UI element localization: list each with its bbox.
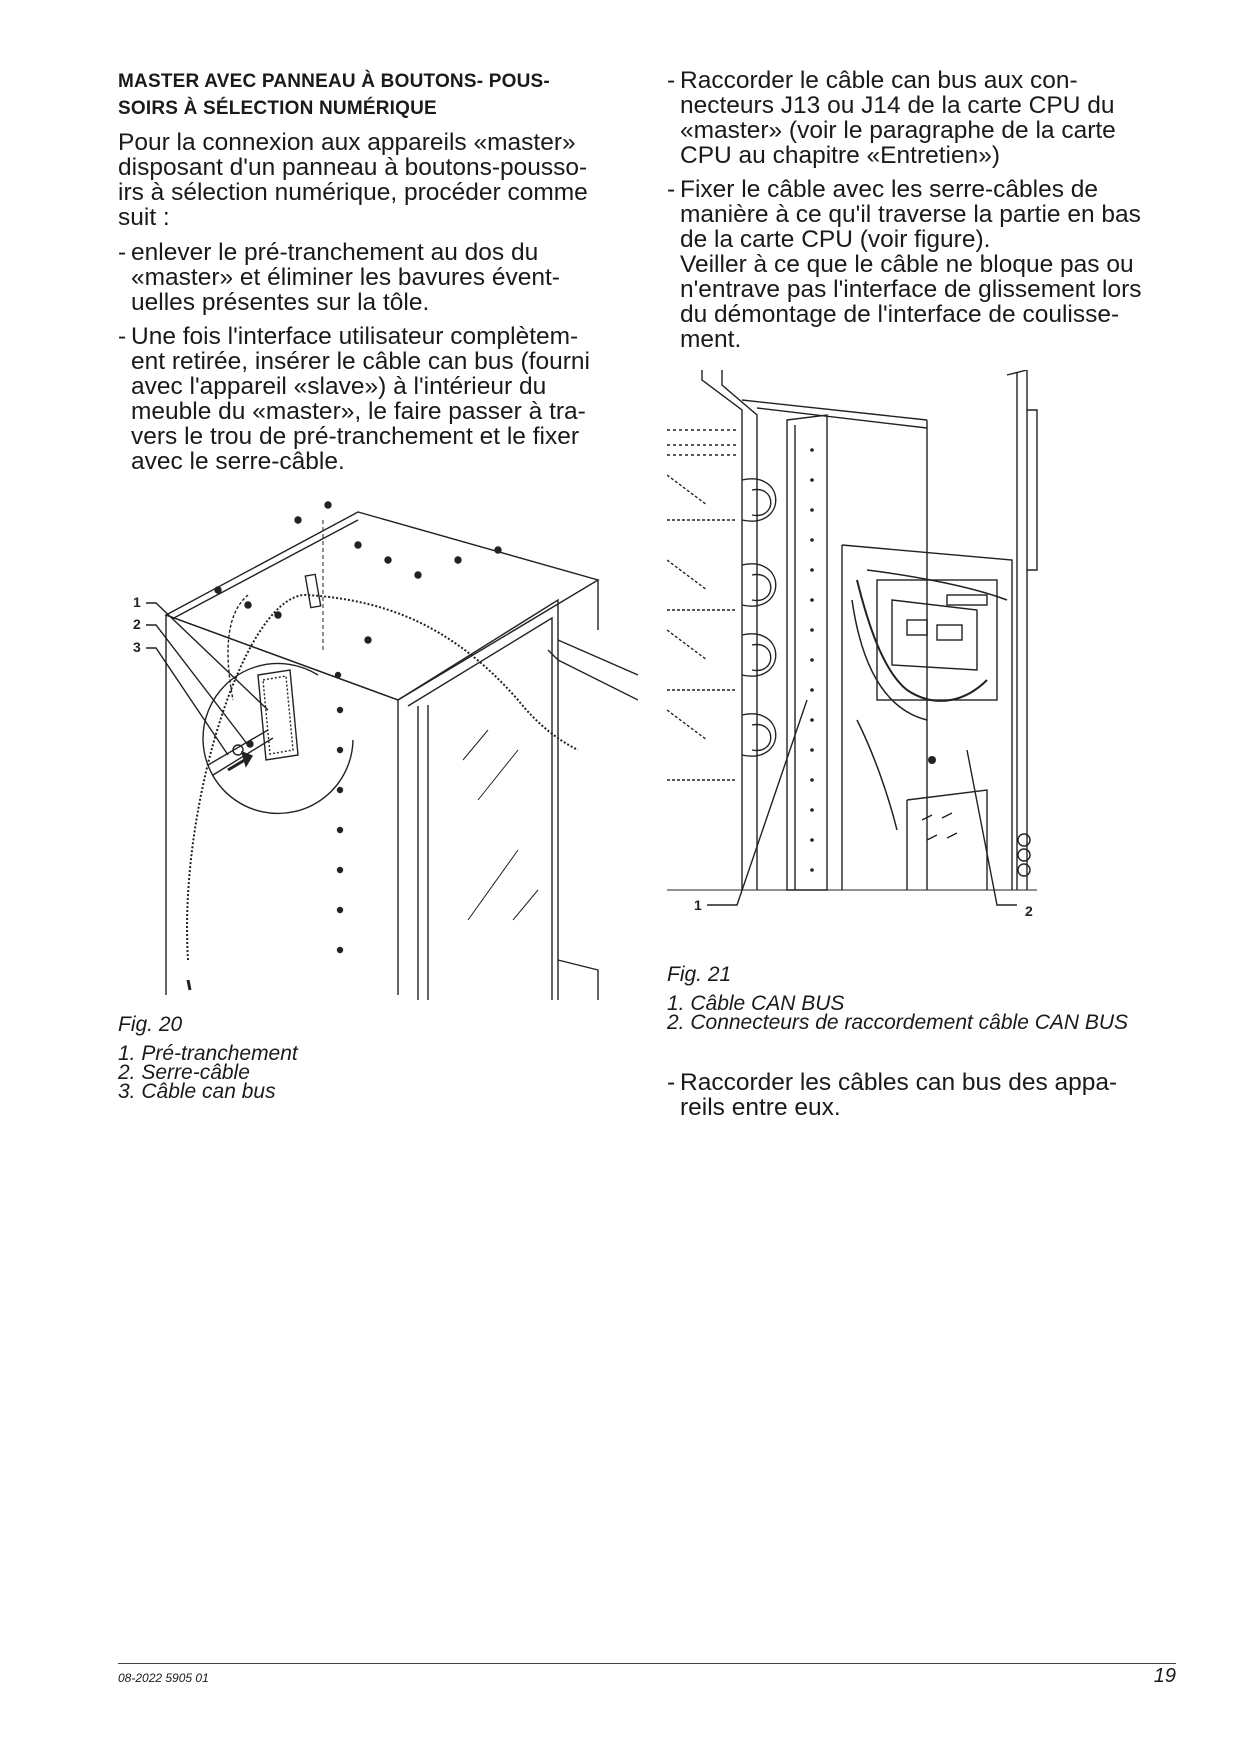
text-line: uelles présentes sur la tôle. [131, 289, 430, 316]
bullet-item [667, 68, 1197, 168]
machine-interior-drawing [667, 370, 1197, 950]
text-line: n'entrave pas l'interface de glissement lors [680, 276, 1142, 303]
text-line: Veiller à ce que le câble ne bloque pas ou [680, 251, 1134, 278]
legend-item: 1. Câble CAN BUS [667, 992, 845, 1015]
bullet-dash: - [667, 176, 676, 203]
text-line: manière à ce qu'il traverse la partie en bas [680, 201, 1141, 228]
figure-title: Fig. 21 [667, 963, 732, 986]
text-line: meuble du «master», le faire passer à tra- [131, 398, 586, 425]
text-line: enlever le pré-tranchement au dos du [131, 239, 539, 266]
figure-20-caption [118, 1015, 298, 1101]
text-line: Une fois l'interface utilisateur complètem- [131, 323, 579, 350]
legend-item: 2. Connecteurs de raccordement câble CAN BUS [667, 1011, 1129, 1034]
heading-line: SOIRS À SÉLECTION NUMÉRIQUE [118, 98, 437, 119]
left-column [118, 68, 648, 483]
footer-divider [118, 1663, 1176, 1664]
text-line: du démontage de l'interface de coulisse- [680, 301, 1120, 328]
figure-20-illustration [118, 500, 638, 1010]
text-line: de la carte CPU (voir figure). [680, 226, 991, 253]
bullet-dash: - [118, 239, 127, 266]
callout-3: 3 [133, 639, 141, 655]
legend-item: 1. Pré-tranchement [118, 1042, 298, 1065]
document-code: 08-2022 5905 01 [118, 1671, 209, 1685]
text-line: avec le serre-câble. [131, 448, 345, 475]
text-line: Raccorder les câbles can bus des appa- [680, 1069, 1118, 1096]
bullet-item [667, 1070, 1210, 1120]
text-line: Fixer le câble avec les serre-câbles de [680, 176, 1099, 203]
right-column [667, 68, 1197, 361]
legend-item: 3. Câble can bus [118, 1080, 276, 1103]
legend-item: 2. Serre-câble [118, 1061, 250, 1084]
figure-21-illustration [667, 370, 1197, 950]
section-heading [118, 68, 648, 122]
callout-2: 2 [133, 616, 141, 632]
text-line: vers le trou de pré-tranchement et le fixer [131, 423, 580, 450]
text-line: CPU au chapitre «Entretien») [680, 142, 1001, 169]
text-line: disposant d'un panneau à boutons-pousso- [118, 154, 588, 181]
bullet-dash: - [667, 67, 676, 94]
callout-2: 2 [1025, 903, 1033, 919]
bullet-item [118, 240, 648, 315]
bullet-item [667, 177, 1197, 352]
text-line: Raccorder le câble can bus aux con- [680, 67, 1078, 94]
figure-21-caption [667, 965, 1128, 1032]
text-line: Pour la connexion aux appareils «master» [118, 129, 576, 156]
text-line: «master» et éliminer les bavures évent- [131, 264, 560, 291]
text-line: ent retirée, insérer le câble can bus (fourni [131, 348, 590, 375]
bullet-dash: - [118, 323, 127, 350]
heading-line: MASTER AVEC PANNEAU À BOUTONS- POUS- [118, 71, 550, 92]
cabinet-drawing [118, 500, 638, 1010]
text-line: suit : [118, 204, 170, 231]
figure-title: Fig. 20 [118, 1013, 183, 1036]
callout-1: 1 [694, 897, 702, 913]
text-line: necteurs J13 ou J14 de la carte CPU du [680, 92, 1115, 119]
bullet-dash: - [667, 1069, 676, 1096]
callout-1: 1 [133, 594, 141, 610]
intro-paragraph [118, 130, 648, 230]
text-line: reils entre eux. [680, 1094, 841, 1121]
bullet-item [118, 324, 648, 474]
text-line: ment. [680, 326, 742, 353]
page-number: 19 [1153, 1665, 1176, 1687]
text-line: irs à sélection numérique, procéder comme [118, 179, 588, 206]
text-line: «master» (voir le paragraphe de la carte [680, 117, 1116, 144]
text-line: avec l'appareil «slave») à l'intérieur du [131, 373, 547, 400]
